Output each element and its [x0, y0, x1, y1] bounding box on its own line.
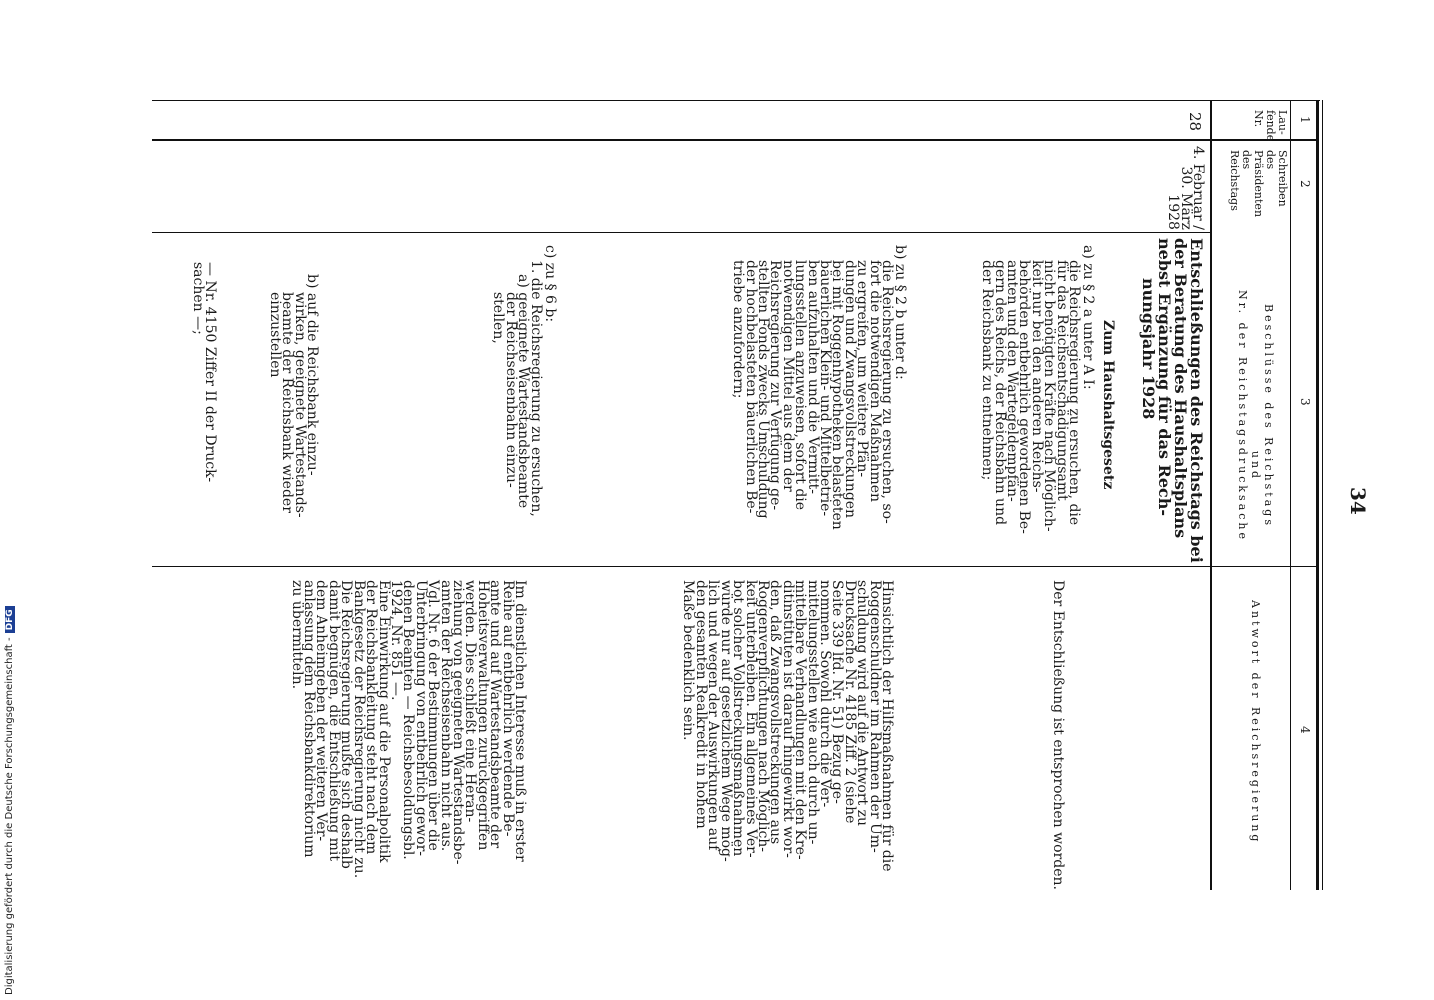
column-number-1: 1 — [1298, 116, 1312, 124]
resolution-c1b-text: b) auf die Reichsbank einzu- wirken, geeignete Wartestands- beamte der Reichsbank wieder einzustellen — [266, 274, 320, 518]
resolution-c-label: c) zu § 6 b: — [542, 245, 558, 323]
digitization-footer — [4, 606, 15, 995]
resolution-a-text: die Reichsregierung zu ersuchen, die für das Reichsentschädigungsamt nicht benötigten Kräfte nach Möglich- keit nur bei den anderen Reichs- behörden entbehrlich gewordenen Be- amten und den Wartegeldempfän- gern des Reichs, der Reichsbahn und der Reichsbank zu entnehmen; — [979, 260, 1082, 534]
rule-right-edge-2 — [1322, 100, 1323, 890]
resolution-b-label: b) zu § 2 b unter d: — [892, 245, 908, 380]
rule-col2-col3 — [152, 566, 1317, 567]
answer-c: Im dienstlichen Interesse muß in erster Reihe auf entbehrlich werdende Be- amte und auf Wartestandsbeamte der Hoheitsverwaltungen zurückgegriffen werden. Dies schließt eine Heran- ziehung von geeigneten Wartestandsbe- amten der Reichseisenbahn nicht aus. Vgl. Nr. 6 der Bestimmungen über die Unterbringung von entbehrlich gewor- denen Beamten — Reichsbesoldungsbl. 1924, Nr. 851 —. Eine Einwirkung auf die Personalpolitik der Reichsbankleitung steht nach dem Bankgesetz der Reichsregierung nicht zu. Die Reichsregierung mußte sich deshalb damit begnügen, die Entschließung mit dem Anheimgeben der weiteren Ver- anlassung dem Reichsbankdirektorium zu übermitteln. — [288, 580, 528, 879]
resolution-c-reference: — Nr. 4150 Ziffer II der Druck- sachen —; — [189, 262, 218, 483]
rule-head-top — [1210, 100, 1212, 890]
rule-top-double-1 — [152, 139, 1317, 141]
resolution-c1a-text: a) geeignete Wartestandsbeamte der Reichseisenbahn einzu- stellen, — [490, 274, 531, 509]
rule-col1-col2 — [152, 232, 1212, 233]
rule-right-edge — [1316, 100, 1319, 890]
entry-title: Entschließungen des Reichstags bei der Beratung des Haushaltsplans nebst Ergänzung für das Rech- nungsjahr 1928 — [1139, 238, 1206, 563]
rule-head-num — [1290, 100, 1291, 890]
entry-number: 28 — [1186, 112, 1204, 132]
resolution-c1-label: 1. die Reichsregierung zu ersuchen, — [528, 260, 544, 517]
column-number-4: 4 — [1298, 726, 1312, 734]
column-header-2: Schreiben des Präsidenten des Reichstags — [1228, 150, 1289, 218]
dfg-logo: DFG — [5, 606, 15, 633]
rule-numrow-sep — [1210, 100, 1320, 101]
column-header-4: Antwort der Reichsregierung — [1249, 600, 1262, 845]
entry-subtitle: Zum Haushaltsgesetz — [1100, 320, 1116, 490]
column-number-3: 3 — [1298, 398, 1312, 406]
answer-b: Hinsichtlich der Hilfsmaßnahmen für die Roggenschuldner im Rahmen der Um- schuldung wird auf die Antwort zu Drucksache Nr. 4185 Ziff. 2 (siehe Seite 339 lfd. Nr. 51) Bezug ge- nommen. Sowohl durch die Ver- mittelungsstellen wie auch durch un- mittelbare Verhandlungen mit den Kre- ditinstituten ist darauf hingewirkt wor- den, daß Zwangsvollstreckungen aus Roggenverpflichtungen nach Möglich- keit unterbleiben. Ein allgemeines Ver- bot solcher Vollstreckungsmaßnahmen würde nur auf gesetzlichem Wege mög- lich und wegen der Auswirkungen auf den gesamten Realkredit in hohem Maße bedenklich sein. — [680, 580, 895, 872]
column-header-3: Beschlüsse des Reichstags und Nr. der Reichstagsdrucksache — [1236, 290, 1275, 543]
answer-a: Der Entschließung ist entsprochen worden. — [1050, 580, 1066, 890]
page-number: 34 — [1346, 487, 1370, 515]
entry-date: 4. Februar / 30. März 1928 — [1165, 146, 1206, 230]
rule-left-col1 — [152, 100, 1317, 101]
column-number-2: 2 — [1298, 180, 1312, 188]
resolution-a-label: a) zu § 2 a unter A I: — [1080, 245, 1096, 390]
column-header-1: Lau- fende Nr. — [1252, 110, 1289, 142]
resolution-b-text: die Reichsregierung zu ersuchen, so- fort die notwendigen Maßnahmen zu ergreifen, um weitere Pfän- dungen und Zwangsvollstreckungen bei mit Roggenhypotheken belasteten bäuerlichen Klein- und Mittelbetrie- ben aufzuhalten und die Vermitt- lungsstellen anzuweisen, sofort die notwendigen Mittel aus dem der Reichsregierung zur Verfügung ge- stellten Fonds zwecks Umschuldung der hochbelasteten bäuerlichen Be- triebe anzufordern; — [730, 260, 895, 530]
footer-text: Digitalisierung gefördert durch die Deutsche Forschungsgemeinschaft - — [4, 637, 15, 995]
